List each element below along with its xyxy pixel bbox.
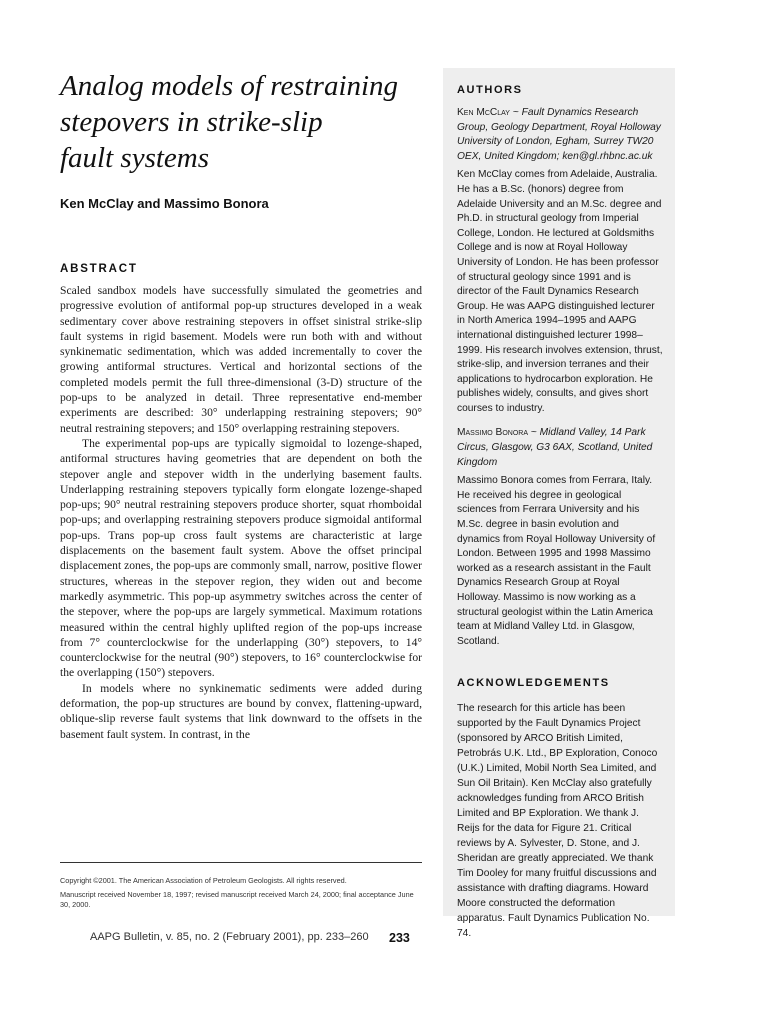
author-affiliation: Midland Valley, 14 Park Circus, Glasgow, G3 6AX, Scotland, United Kingdom [457,427,653,468]
page-number: 233 [389,931,410,945]
title-line: Analog models of restraining [60,70,399,102]
authors-heading: AUTHORS [457,84,523,96]
author-affiliation: Fault Dynamics Research Group, Geology Department, Royal Holloway University of London, Egham, Surrey TW20 OEX, United Kingdom; ken@gl.rhbnc.ac.uk [457,107,661,162]
sidebar-panel [443,68,675,940]
author-bio: Massimo Bonora comes from Ferrara, Italy. He received his degree in geological sciences from Ferrara University and his M.Sc. degree in basin evolution and dynamics from Royal Holloway University of London. Between 1995 and 1998 Massimo worked as a research assistant in the Fault Dynamics Research Group at Royal Holloway. Massimo is now working as a structural geologist within the Latin America team at Midland Valley Ltd. in Glasgow, Scotland. [457,475,656,647]
title-line: fault systems [60,142,210,174]
acknowledgements-heading: ACKNOWLEDGEMENTS [457,677,610,690]
author-separator: ~ [530,427,537,439]
abstract-body [60,283,422,742]
author-byline: Ken McClay and Massimo Bonora [60,196,269,211]
footnotes [60,876,422,914]
main-column [60,68,422,742]
author-name: Ken McClay [457,107,510,118]
copyright-note: Copyright ©2001. The American Association of Petroleum Geologists. All rights reserved. [60,876,347,885]
abstract-heading: ABSTRACT [60,263,138,275]
abstract-paragraph: Scaled sandbox models have successfully simulated the geometries and progressive evolution of antiformal pop-up structures developed in a weak sedimentary cover above restraining stepovers in offset sinistral strike-slip fault systems in rigid basement. Models were run both with and without synkinematic sedimentation, which was added incrementally to cover the growing antiformal structures. Vertical and horizontal sections of the completed models permit the full three-dimensional (3-D) structure of the pop-ups to be analyzed in detail. Three representative end-member experiments are described: 30° underlapping restraining stepovers; 90° neutral restraining stepovers; and 150° overlapping restraining stepovers. [60,284,422,435]
author-separator: ~ [512,107,519,118]
author-name: Massimo Bonora [457,427,529,439]
acknowledgements-body: The research for this article has been supported by the Fault Dynamics Project (sponsored by ARCO British Limited, Petrobrás U.K. Ltd., BP Exploration, Conoco (U.K.) Limited, Mobil North Sea Limited, and Sun Oil Britain). Ken McClay also gratefully acknowledges funding from ARCO British Limited and BP Exploration. We thank J. Reijs for the data for Figure 21. Critical reviews by A. Sylvester, D. Stone, and J. Sheridan are greatly appreciated. We thank Tim Dooley for many fruitful discussions and assistance with drafting diagrams. Howard Moore constructed the deformation apparatus. Fault Dynamics Publication No. 74. [457,703,658,940]
author-entry-header [457,426,663,470]
title-line: stepovers in strike-slip [60,106,323,138]
footnote-divider [60,862,422,863]
abstract-paragraph: In models where no synkinematic sediments were added during deformation, the pop-up structures are bound by convex, flattening-upward, oblique-slip reverse fault systems that link downward to the offsets in the basement fault system. In contrast, in the [60,681,422,741]
abstract-paragraph: The experimental pop-ups are typically sigmoidal to lozenge-shaped, antiformal structures having geometries that are dependent on both the stepover angle and stepover width in the underlying basement faults. Underlapping restraining stepovers typically form elongate lozenge-shaped pop-ups; 90° neutral restraining stepovers produce shorter, squat rhomboidal pop-ups; and overlapping restraining stepovers produce sigmoidal antiformal pop-ups. Trans pop-up cross fault systems are characteristic at large displacements on the basement fault system. Above the offset principal displacement zones, the pop-ups are commonly small, narrow, positive flower structures, whereas in the stepover region, they widen out and become markedly asymmetric. This pop-up asymmetry switches across the center of the stepover, where the pop-ups are largely symmetical. Maximum rotations measured within the central highly uplifted region of the pop-ups increase from 7° counterclockwise for the underlapping (30°) stepovers, to 14° counterclockwise for the neutral (90°) stepovers, to 16° counterclockwise for the overlapping (150°) stepovers. [60,436,422,680]
journal-citation: AAPG Bulletin, v. 85, no. 2 (February 2001), pp. 233–260 [90,931,369,943]
article-title [60,68,422,176]
manuscript-dates: Manuscript received November 18, 1997; revised manuscript received March 24, 2000; final acceptance June 30, 2000. [60,889,414,909]
page-footer [90,931,420,943]
author-entry-header [457,106,663,164]
author-bio: Ken McClay comes from Adelaide, Australia. He has a B.Sc. (honors) degree from Adelaide University and an M.Sc. degree and Ph.D. in structural geology from Imperial College, London. He lectured at Goldsmiths College and is now at Royal Holloway University of London. He has been professor of structural geology since 1991 and is director of the Fault Dynamics Research Group. He was AAPG distinguished lecturer in North America 1994–1995 and AAPG international distinguished lecturer 1998–1999. His research involves extension, thrust, strike-slip, and inversion terranes and their applications to hydrocarbon exploration. He publishes widely, consults, and gives short courses to industry. [457,169,663,414]
